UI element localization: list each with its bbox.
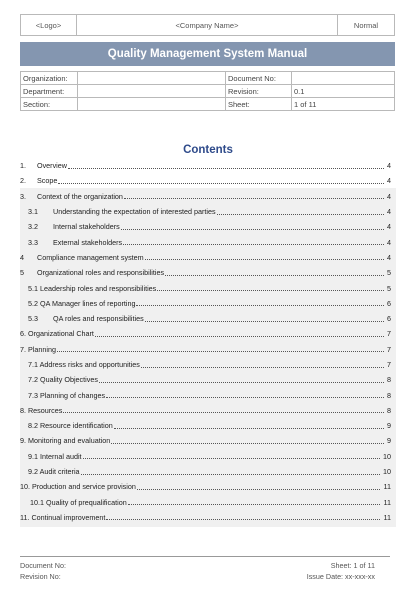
section-value <box>78 98 226 111</box>
sheet-value: 1 of 11 <box>292 98 395 111</box>
toc-entry[interactable]: 10. Production and service provision 11 <box>20 482 391 492</box>
organization-label: Organization: <box>21 72 78 85</box>
toc-entry[interactable]: 5.1 Leadership roles and responsibilities 5 <box>28 283 391 293</box>
department-value <box>78 85 226 98</box>
toc-entry[interactable]: 3. Context of the organization 4 <box>20 191 391 201</box>
organization-value <box>78 72 226 85</box>
contents-heading: Contents <box>183 144 233 156</box>
toc-entry[interactable]: 7.3 Planning of changes 8 <box>28 390 391 400</box>
toc-entry[interactable]: 4 Compliance management system 4 <box>20 252 391 262</box>
toc-entry[interactable]: 5.3 QA roles and responsibilities 6 <box>28 314 391 324</box>
toc-entry[interactable]: 5 Organizational roles and responsibilities 5 <box>20 268 391 278</box>
toc-entry[interactable]: 3.2 Internal stakeholders 4 <box>28 222 391 232</box>
revision-label: Revision: <box>226 85 292 98</box>
toc-entry[interactable]: 10.1 Quality of prequalification 11 <box>30 497 391 507</box>
toc-entry[interactable]: 9. Monitoring and evaluation 9 <box>20 436 391 446</box>
header-table <box>20 14 395 36</box>
revision-value: 0.1 <box>292 85 395 98</box>
document-info-table <box>20 71 395 111</box>
company-name: <Company Name> <box>77 15 338 35</box>
toc-entry[interactable]: 3.1 Understanding the expectation of interested parties 4 <box>28 207 391 217</box>
footer-revision-no: Revision No: <box>20 572 61 581</box>
footer-issue-date: Issue Date: xx-xxx-xx <box>306 572 375 581</box>
footer-divider <box>20 556 390 557</box>
table-of-contents <box>20 158 391 525</box>
toc-entry[interactable]: 6. Organizational Chart 7 <box>20 329 391 339</box>
document-title: Quality Management System Manual <box>20 42 395 66</box>
style-label: Normal <box>353 20 379 30</box>
sheet-label: Sheet: <box>226 98 292 111</box>
footer-document-no: Document No: <box>20 561 66 570</box>
page-footer <box>20 560 375 582</box>
toc-entry[interactable]: 8.2 Resource identification 9 <box>28 421 391 431</box>
toc-entry[interactable]: 9.1 Internal audit 10 <box>28 451 391 461</box>
toc-entry[interactable]: 7. Planning 7 <box>20 344 391 354</box>
toc-entry[interactable]: 11. Continual improvement 11 <box>20 512 391 522</box>
toc-entry[interactable]: 8. Resources 8 <box>20 405 391 415</box>
document-no-value <box>292 72 395 85</box>
toc-entry[interactable]: 5.2 QA Manager lines of reporting 6 <box>28 298 391 308</box>
footer-sheet: Sheet: 1 of 11 <box>330 561 375 570</box>
toc-entry[interactable]: 7.2 Quality Objectives 8 <box>28 375 391 385</box>
logo-placeholder: <Logo> <box>21 15 77 35</box>
toc-entry[interactable]: 1. Overview 4 <box>20 161 391 171</box>
toc-entry[interactable]: 2. Scope 4 <box>20 176 391 186</box>
toc-entry[interactable]: 3.3 External stakeholders 4 <box>28 237 391 247</box>
department-label: Department: <box>21 85 78 98</box>
section-label: Section: <box>21 98 78 111</box>
toc-entry[interactable]: 9.2 Audit criteria 10 <box>28 467 391 477</box>
document-no-label: Document No: <box>226 72 292 85</box>
toc-entry[interactable]: 7.1 Address risks and opportunities 7 <box>28 360 391 369</box>
